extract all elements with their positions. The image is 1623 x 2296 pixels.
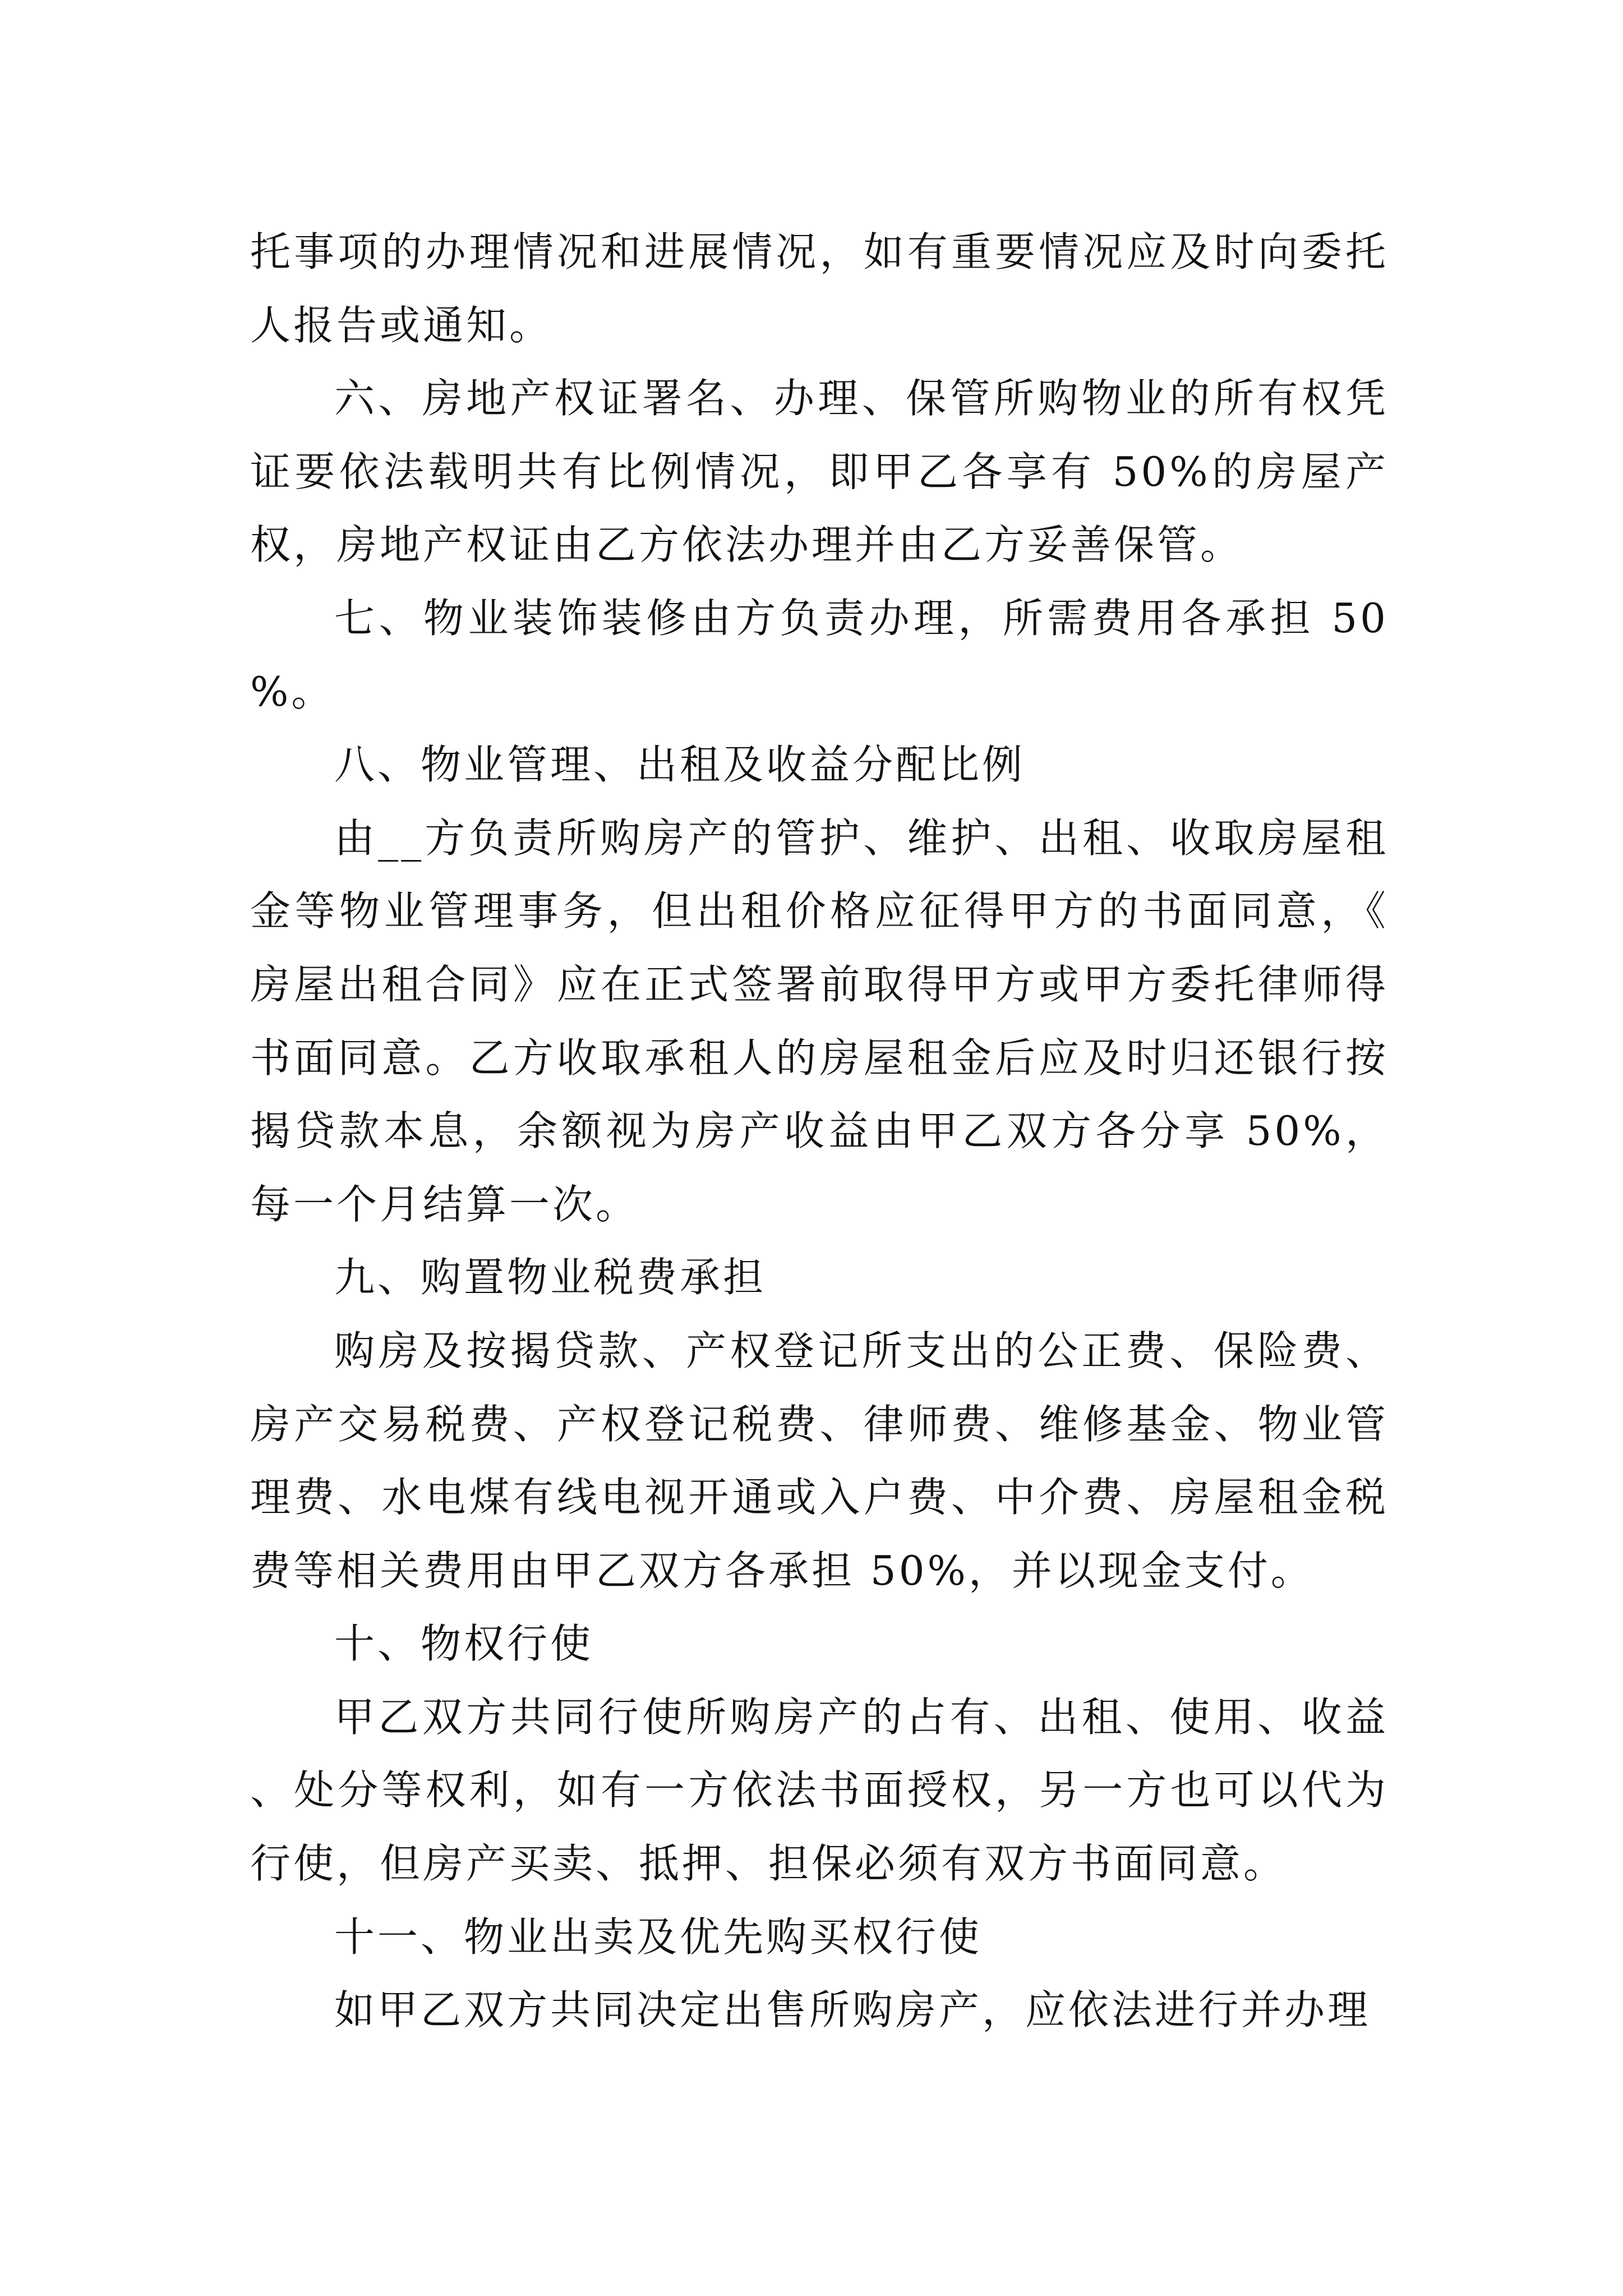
clause-7: 七、物业装饰装修由方负责办理，所需费用各承担 50%。	[250, 594, 1389, 715]
clause-11-heading: 十一、物业出卖及优先购买权行使	[334, 1913, 983, 1961]
clause-10-body: 甲乙双方共同行使所购房产的占有、出租、使用、收益、处分等权利，如有一方依法书面授权，另一方也可以代为行使，但房产买卖、抵押、担保必须有双方书面同意。	[250, 1693, 1389, 1888]
paragraph-continuation: 托事项的办理情况和进展情况，如有重要情况应及时向委托人报告或通知。	[250, 228, 1389, 349]
clause-9-heading: 九、购置物业税费承担	[334, 1254, 767, 1301]
clause-11-body: 如甲乙双方共同决定出售所购房产，应依法进行并办理	[334, 1986, 1371, 2034]
clause-6: 六、房地产权证署名、办理、保管所购物业的所有权凭证要依法载明共有比例情况，即甲乙各享有 50%的房屋产权，房地产权证由乙方依法办理并由乙方妥善保管。	[250, 375, 1389, 569]
clause-9-body: 购房及按揭贷款、产权登记所支出的公正费、保险费、房产交易税费、产权登记税费、律师费、维修基金、物业管理费、水电煤有线电视开通或入户费、中介费、房屋租金税费等相关费用由甲乙双方各承担 50%，并以现金支付。	[250, 1327, 1389, 1594]
clause-10-heading: 十、物权行使	[334, 1620, 594, 1668]
clause-8-heading: 八、物业管理、出租及收益分配比例	[334, 741, 1026, 789]
clause-8-body: 由__方负责所购房产的管护、维护、出租、收取房屋租金等物业管理事务，但出租价格应征得甲方的书面同意，《房屋出租合同》应在正式签署前取得甲方或甲方委托律师得书面同意。乙方收取承租人的房屋租金后应及时归还银行按揭贷款本息，余额视为房产收益由甲乙双方各分享 50%，每一个月结算一次。	[250, 814, 1389, 1228]
document-body	[250, 215, 1389, 2047]
